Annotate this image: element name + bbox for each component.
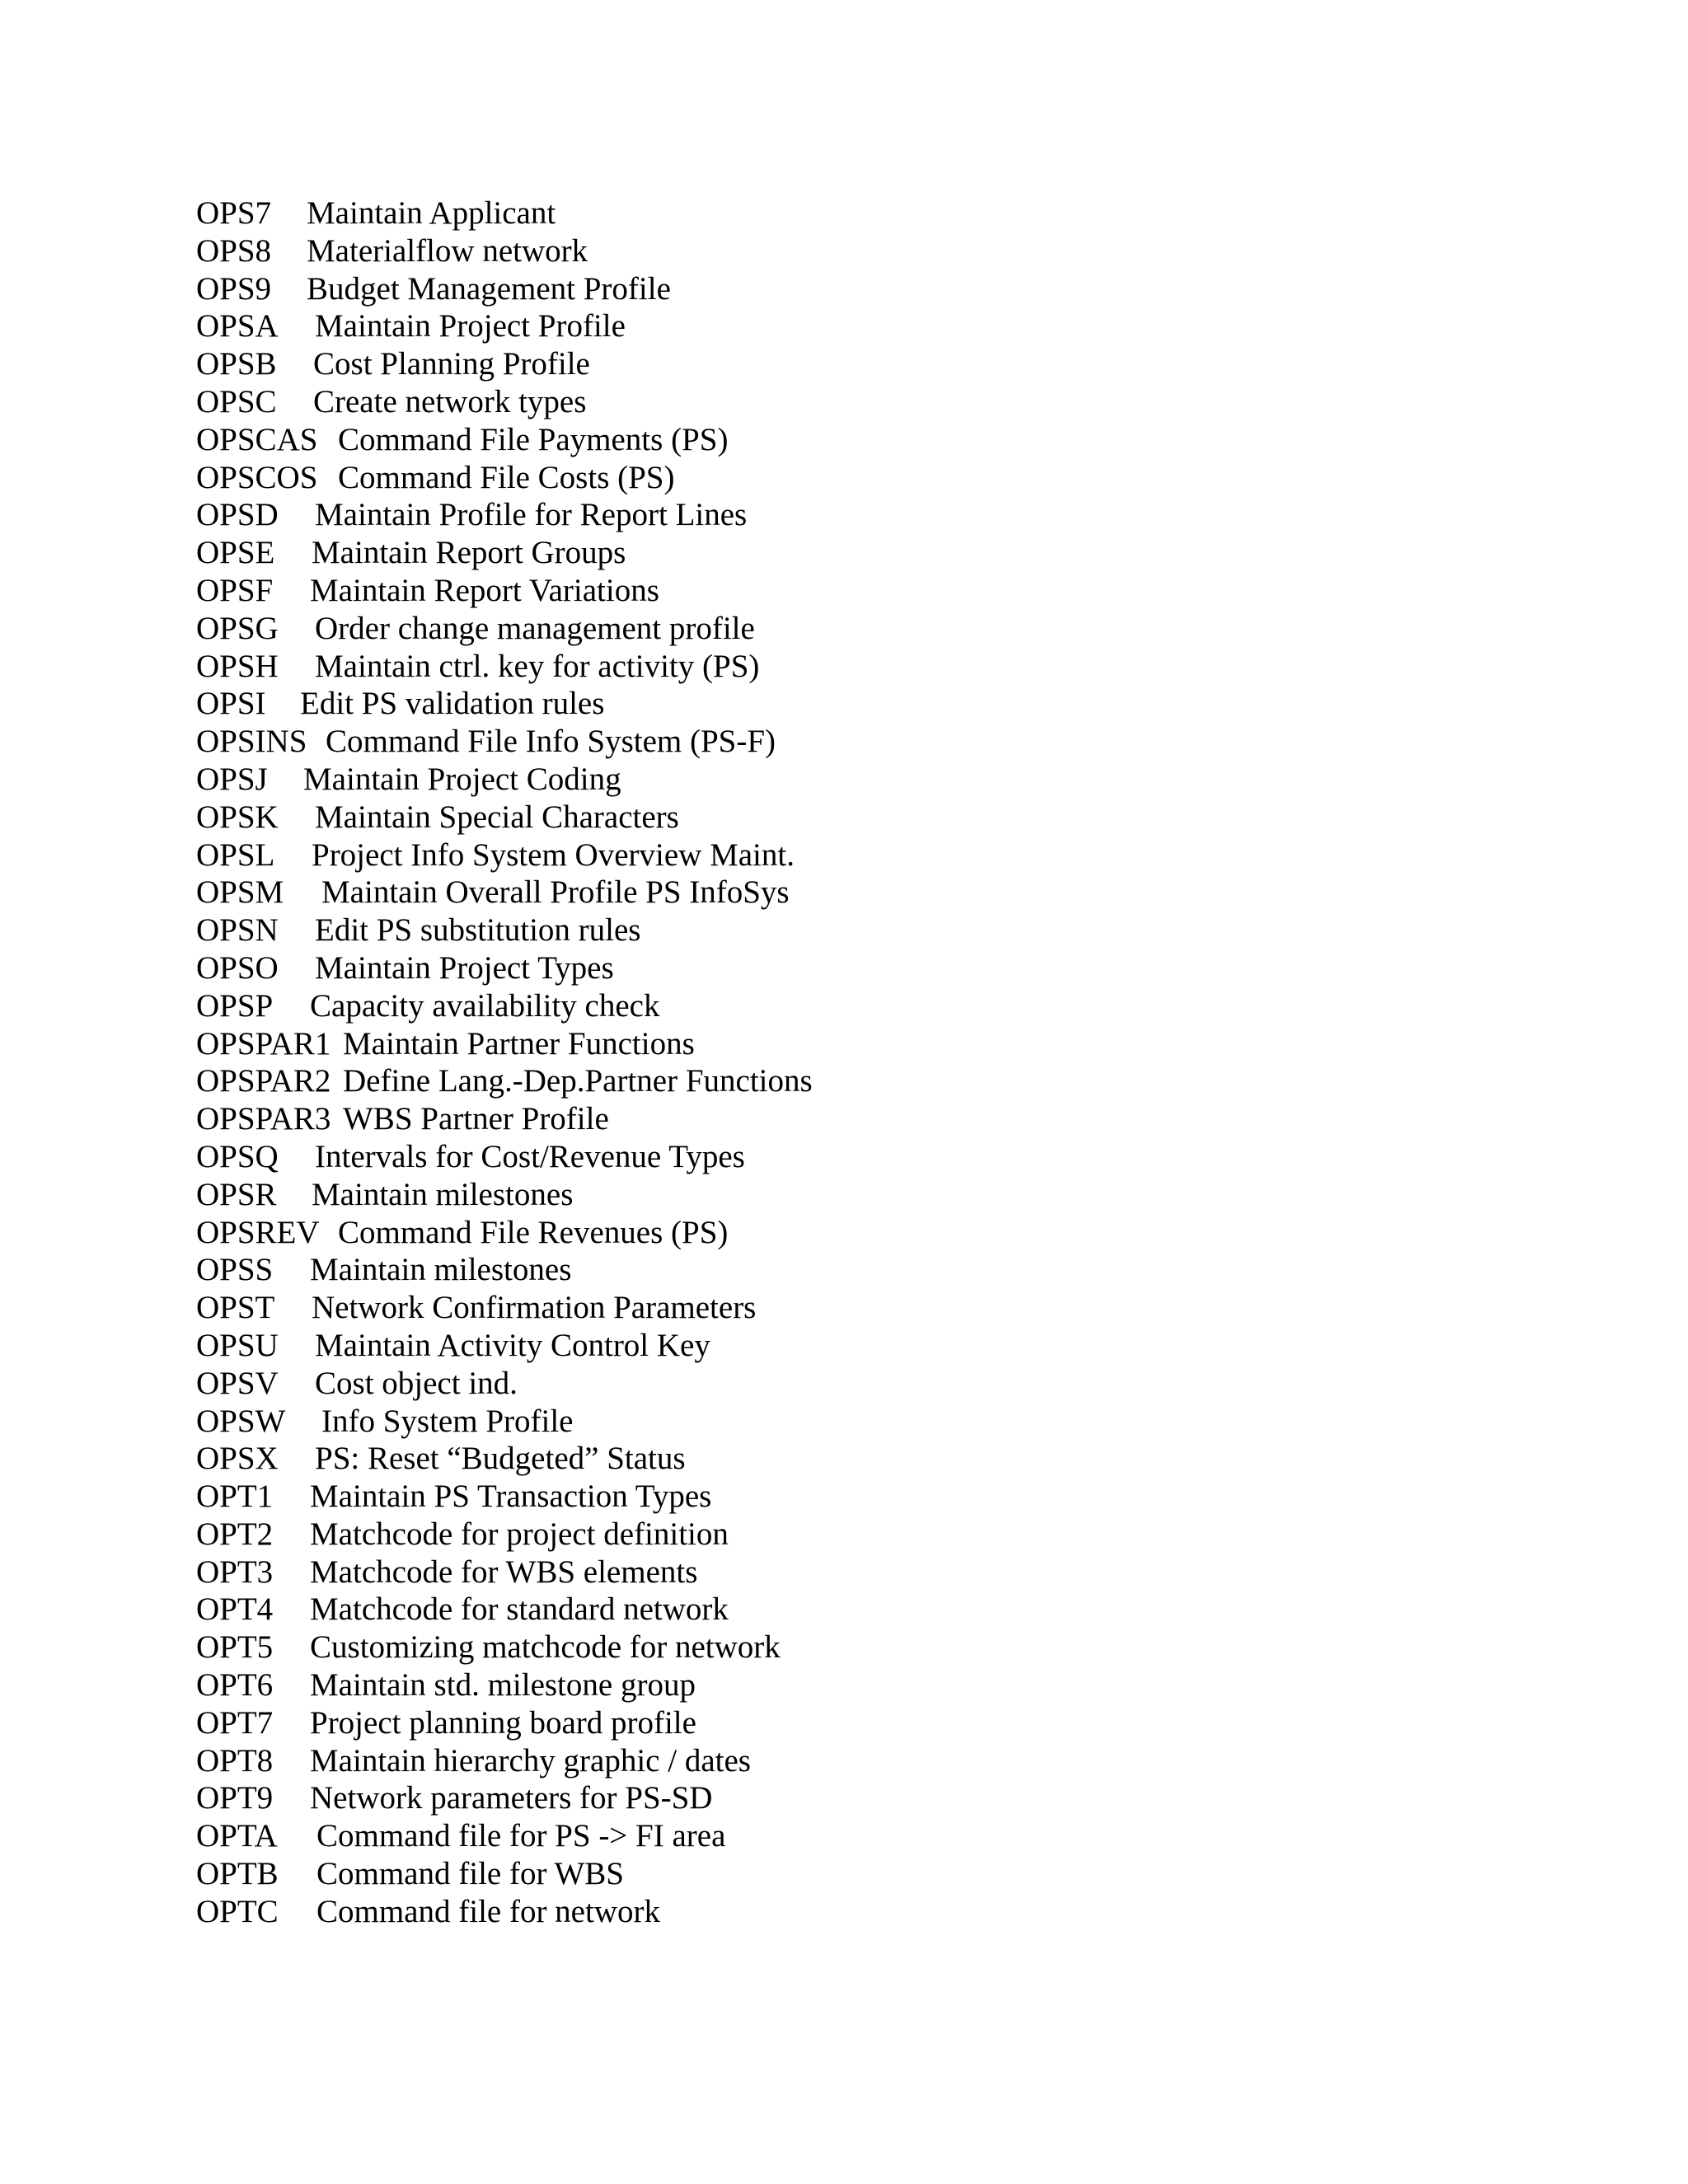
transaction-description: Maintain hierarchy graphic / dates: [310, 1742, 751, 1779]
list-item: [196, 1893, 813, 1931]
transaction-description: Project planning board profile: [310, 1704, 696, 1741]
transaction-code: OPSD: [196, 497, 279, 533]
transaction-description: Command File Info System (PS-F): [326, 724, 776, 760]
transaction-code: OPSPAR1: [196, 1025, 331, 1062]
transaction-code: OPTC: [196, 1893, 279, 1929]
transaction-code: OPSB: [196, 346, 277, 382]
transaction-description: Command File Payments (PS): [338, 421, 729, 457]
transaction-description: Customizing matchcode for network: [310, 1629, 781, 1666]
list-item: [196, 459, 813, 497]
transaction-code: OPSPAR2: [196, 1063, 331, 1099]
list-item: [196, 1666, 813, 1704]
transaction-code: OPS9: [196, 270, 272, 307]
list-item: [196, 1704, 813, 1742]
transaction-description: Budget Management Profile: [307, 270, 671, 307]
list-item: [196, 987, 813, 1025]
transaction-code: OPSM: [196, 874, 284, 911]
list-item: [196, 685, 813, 723]
transaction-code: OPT1: [196, 1479, 274, 1515]
transaction-description: Maintain Project Profile: [315, 308, 626, 344]
transaction-description: Network Confirmation Parameters: [312, 1290, 757, 1326]
list-item: [196, 1176, 813, 1214]
transaction-code: OPSW: [196, 1403, 286, 1439]
list-item: [196, 270, 813, 308]
list-item: [196, 534, 813, 572]
list-item: [196, 572, 813, 610]
list-item: [196, 1742, 813, 1780]
transaction-code: OPT8: [196, 1742, 274, 1779]
transaction-code: OPSJ: [196, 761, 268, 797]
transaction-description: Define Lang.-Dep.Partner Functions: [343, 1063, 813, 1099]
transaction-description: Command file for network: [316, 1893, 660, 1929]
transaction-code: OPSH: [196, 648, 279, 684]
list-item: [196, 949, 813, 987]
list-item: [196, 1025, 813, 1063]
transaction-description: Maintain Partner Functions: [343, 1025, 695, 1062]
transaction-description: Command file for WBS: [316, 1856, 624, 1892]
transaction-description: Maintain Activity Control Key: [315, 1327, 710, 1363]
list-item: [196, 1100, 813, 1138]
transaction-code: OPSG: [196, 610, 279, 646]
list-item: [196, 610, 813, 648]
transaction-code: OPSF: [196, 572, 274, 608]
list-item: [196, 232, 813, 270]
transaction-code: OPT5: [196, 1629, 274, 1666]
transaction-code: OPSCOS: [196, 459, 318, 495]
list-item: [196, 761, 813, 799]
transaction-description: Maintain Profile for Report Lines: [315, 497, 748, 533]
transaction-code: OPSO: [196, 949, 279, 986]
transaction-code: OPSINS: [196, 724, 307, 760]
transaction-code: OPSA: [196, 308, 279, 344]
list-item: [196, 723, 813, 761]
transaction-code: OPSI: [196, 686, 266, 722]
transaction-description: Maintain Project Coding: [303, 761, 621, 797]
transaction-description: Command file for PS -> FI area: [316, 1818, 726, 1854]
list-item: [196, 1591, 813, 1629]
list-item: [196, 1289, 813, 1327]
transaction-description: Maintain Report Groups: [312, 535, 626, 571]
transaction-description: Order change management profile: [315, 610, 755, 646]
transaction-description: Edit PS substitution rules: [315, 912, 641, 949]
transaction-description: Project Info System Overview Maint.: [312, 837, 795, 873]
list-item: [196, 799, 813, 837]
transaction-code: OPT4: [196, 1591, 274, 1628]
transaction-code: OPSPAR3: [196, 1101, 331, 1137]
transaction-description: Edit PS validation rules: [300, 686, 605, 722]
transaction-description: Maintain milestones: [310, 1252, 572, 1288]
list-item: [196, 648, 813, 686]
transaction-code: OPSK: [196, 799, 279, 835]
transaction-code-list: [196, 194, 813, 1931]
list-item: [196, 1062, 813, 1100]
transaction-description: PS: Reset “Budgeted” Status: [315, 1441, 686, 1477]
list-item: [196, 912, 813, 949]
transaction-code: OPSV: [196, 1365, 279, 1401]
list-item: [196, 1817, 813, 1855]
transaction-code: OPSX: [196, 1441, 279, 1477]
transaction-description: Maintain Overall Profile PS InfoSys: [321, 874, 790, 911]
transaction-code: OPSCAS: [196, 421, 318, 457]
transaction-description: Maintain Project Types: [315, 949, 614, 986]
transaction-code: OPT7: [196, 1704, 274, 1741]
transaction-description: Maintain ctrl. key for activity (PS): [315, 648, 760, 684]
transaction-description: Matchcode for project definition: [310, 1516, 729, 1552]
transaction-code: OPSS: [196, 1252, 274, 1288]
transaction-description: Capacity availability check: [310, 987, 660, 1024]
transaction-description: Network parameters for PS-SD: [310, 1780, 713, 1816]
list-item: [196, 1138, 813, 1176]
transaction-description: Info System Profile: [321, 1403, 574, 1439]
list-item: [196, 1365, 813, 1403]
transaction-code: OPS7: [196, 195, 272, 231]
list-item: [196, 1403, 813, 1441]
transaction-description: Command File Revenues (PS): [338, 1214, 729, 1250]
transaction-code: OPTB: [196, 1856, 279, 1892]
transaction-description: Maintain std. milestone group: [310, 1667, 696, 1704]
transaction-code: OPST: [196, 1290, 275, 1326]
transaction-description: Cost object ind.: [315, 1365, 518, 1401]
list-item: [196, 1855, 813, 1893]
list-item: [196, 1779, 813, 1817]
transaction-code: OPSR: [196, 1176, 277, 1212]
transaction-code: OPSE: [196, 535, 275, 571]
transaction-description: Maintain Special Characters: [315, 799, 679, 835]
transaction-code: OPSN: [196, 912, 279, 949]
list-item: [196, 383, 813, 421]
list-item: [196, 194, 813, 232]
transaction-code: OPSU: [196, 1327, 279, 1363]
transaction-description: Maintain Report Variations: [310, 572, 659, 608]
transaction-description: Intervals for Cost/Revenue Types: [315, 1138, 745, 1174]
list-item: [196, 345, 813, 383]
transaction-code: OPSL: [196, 837, 275, 873]
transaction-code: OPSQ: [196, 1138, 279, 1174]
transaction-code: OPSC: [196, 383, 277, 419]
transaction-description: Cost Planning Profile: [313, 346, 590, 382]
transaction-description: Matchcode for standard network: [310, 1591, 729, 1628]
transaction-code: OPT6: [196, 1667, 274, 1704]
transaction-code: OPSREV: [196, 1214, 320, 1250]
transaction-description: Materialflow network: [307, 232, 588, 269]
transaction-description: Matchcode for WBS elements: [310, 1554, 698, 1590]
list-item: [196, 874, 813, 912]
transaction-description: Command File Costs (PS): [338, 459, 675, 495]
list-item: [196, 307, 813, 345]
transaction-code: OPTA: [196, 1818, 278, 1854]
list-item: [196, 837, 813, 874]
list-item: [196, 1251, 813, 1289]
transaction-code: OPSP: [196, 987, 274, 1024]
list-item: [196, 1516, 813, 1554]
transaction-description: Maintain PS Transaction Types: [310, 1479, 712, 1515]
transaction-description: Maintain Applicant: [307, 195, 556, 231]
list-item: [196, 1629, 813, 1666]
list-item: [196, 1554, 813, 1591]
list-item: [196, 421, 813, 459]
list-item: [196, 1327, 813, 1365]
list-item: [196, 1214, 813, 1252]
transaction-code: OPT2: [196, 1516, 274, 1552]
list-item: [196, 1440, 813, 1478]
transaction-description: WBS Partner Profile: [343, 1101, 609, 1137]
transaction-code: OPT9: [196, 1780, 274, 1816]
list-item: [196, 496, 813, 534]
transaction-code: OPT3: [196, 1554, 274, 1590]
list-item: [196, 1478, 813, 1516]
transaction-description: Create network types: [313, 383, 587, 419]
transaction-description: Maintain milestones: [312, 1176, 574, 1212]
transaction-code: OPS8: [196, 232, 272, 269]
